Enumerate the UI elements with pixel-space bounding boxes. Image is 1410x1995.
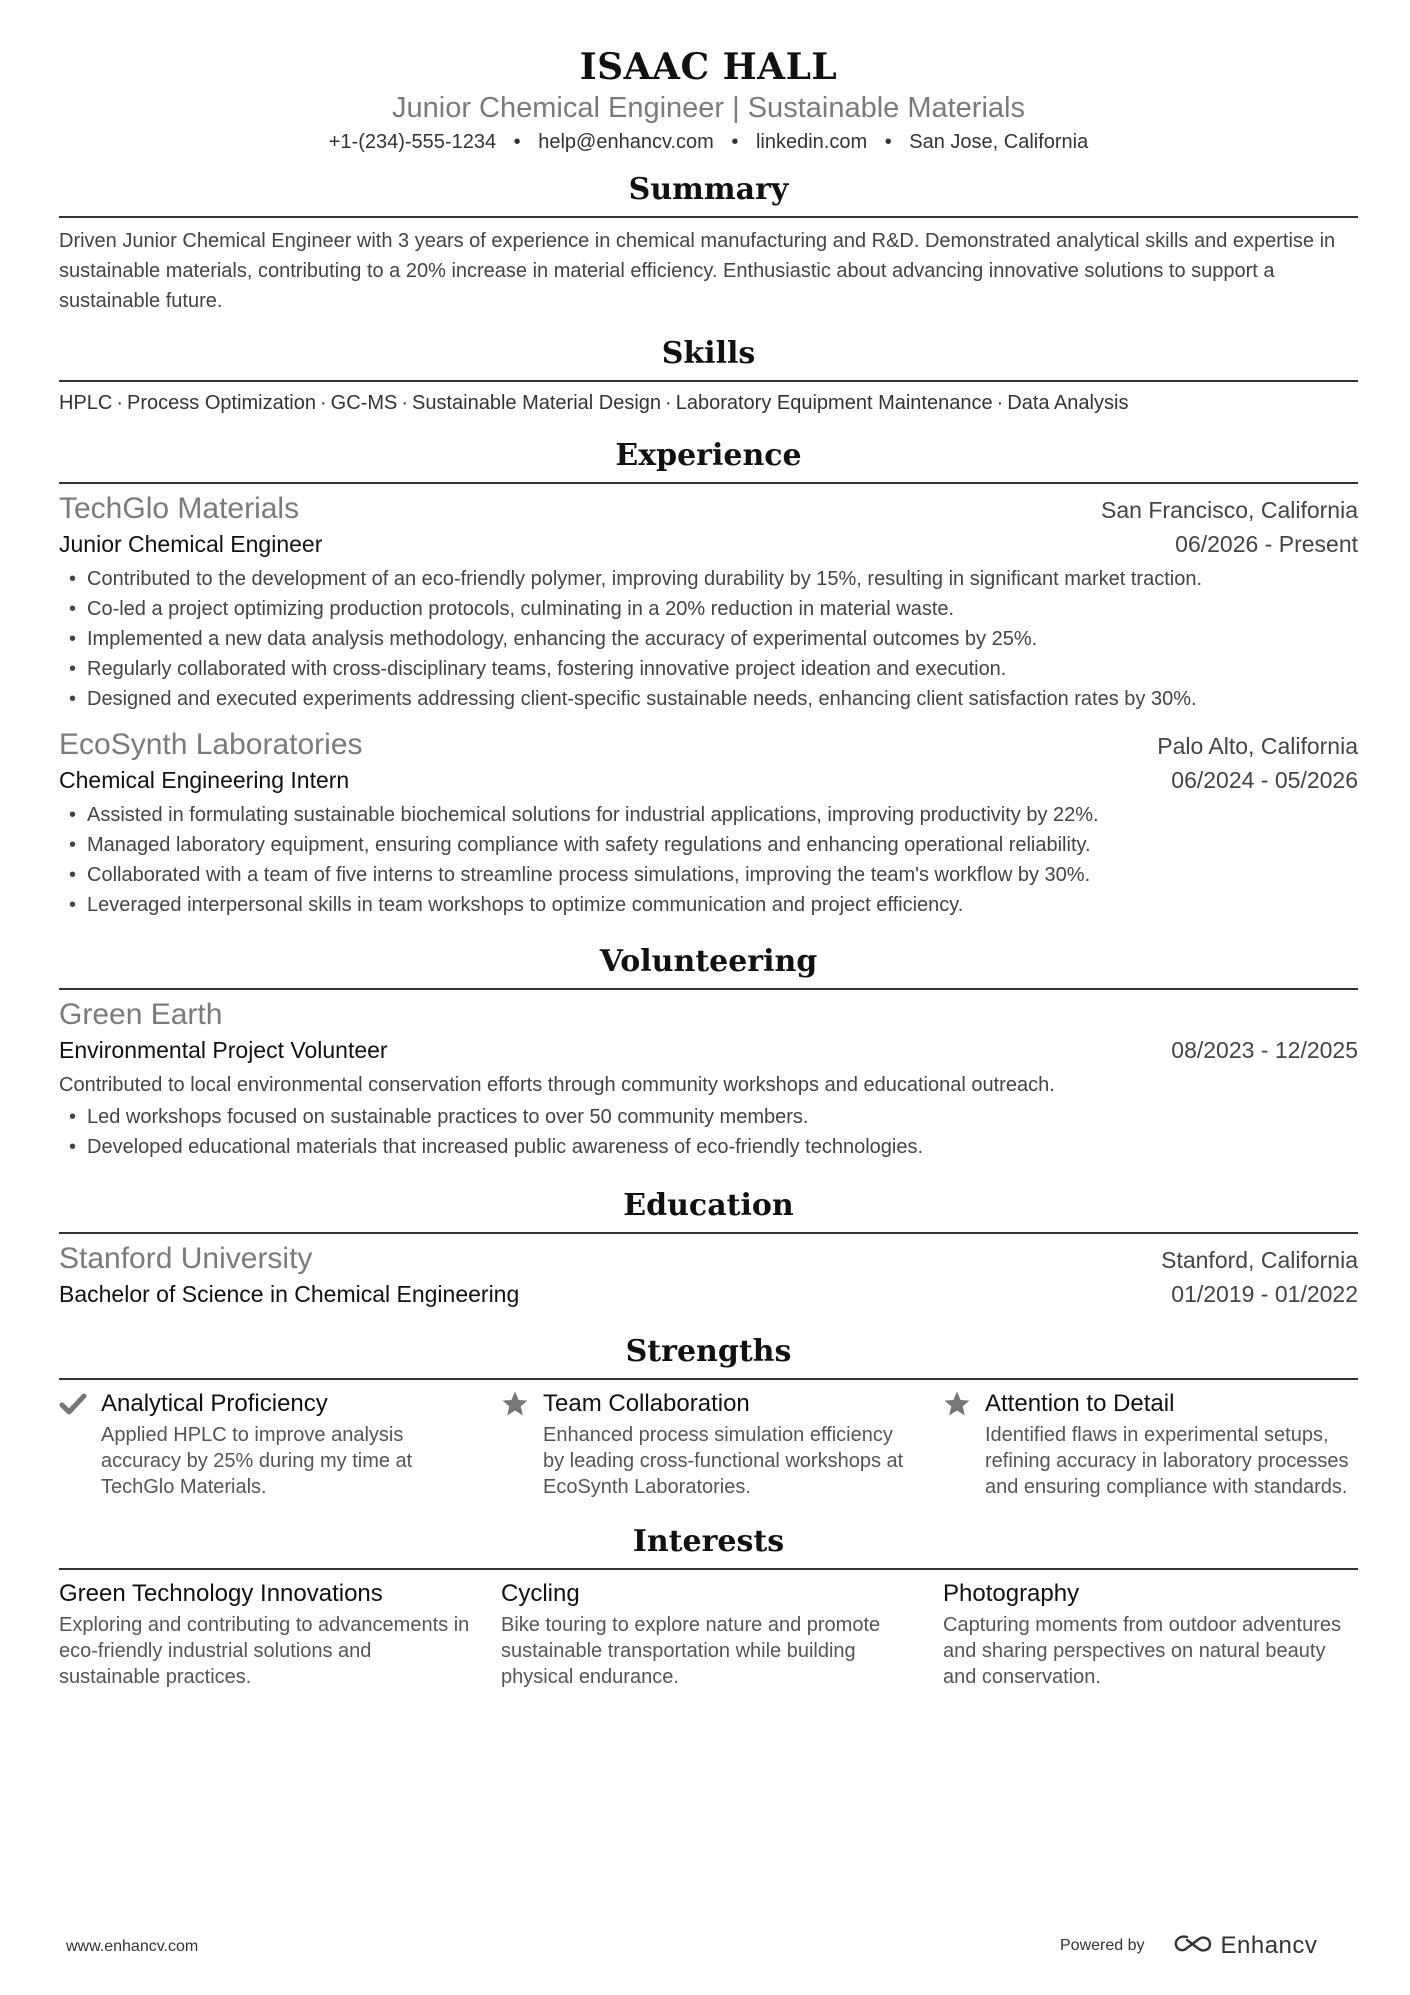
education-dates: 01/2019 - 01/2022 <box>1171 1281 1358 1307</box>
skill-separator: · <box>996 392 1004 414</box>
strength-title: Analytical Proficiency <box>101 1390 328 1417</box>
list-item: • Contributed to the development of an eco-friendly polymer, improving durability by 15%, resulting in significant market traction. <box>59 564 1358 594</box>
contact-separator: • <box>513 131 521 153</box>
section-title-experience: Experience <box>59 436 1358 484</box>
skills-list <box>59 388 1358 418</box>
strength-item <box>59 1388 474 1500</box>
candidate-headline: Junior Chemical Engineer | Sustainable Materials <box>392 92 1025 124</box>
skill-item: Data Analysis <box>1007 392 1129 414</box>
enhancv-logo-icon[interactable] <box>1173 1933 1213 1960</box>
interest-item <box>943 1578 1358 1690</box>
company-name: TechGlo Materials <box>59 492 300 525</box>
summary-text: Driven Junior Chemical Engineer with 3 years of experience in chemical manufacturing and R&D. Demonstrated analytical skills and expertise in sustainable materials, contributing to a 20% increase in material efficiency. Enthusiastic about advancing innovative solutions to support a sustainable future. <box>59 230 1336 312</box>
experience-entry <box>59 490 1358 714</box>
volunteering-entry <box>59 996 1358 1162</box>
strength-title: Attention to Detail <box>985 1390 1175 1417</box>
candidate-name: ISAAC HALL <box>579 46 838 88</box>
volunteer-role: Environmental Project Volunteer <box>59 1037 388 1063</box>
section-title-strengths: Strengths <box>59 1332 1358 1380</box>
school-name: Stanford University <box>59 1242 313 1275</box>
list-item: • Implemented a new data analysis methodology, enhancing the accuracy of experimental outcomes by 25%. <box>59 624 1358 654</box>
achievement-list <box>59 1102 1358 1162</box>
interest-item <box>501 1578 916 1690</box>
contact-location: San Jose, California <box>909 131 1089 153</box>
job-dates: 06/2026 - Present <box>1175 531 1358 557</box>
interest-title: Cycling <box>501 1580 580 1607</box>
degree: Bachelor of Science in Chemical Engineering <box>59 1281 520 1307</box>
skill-separator: · <box>665 392 672 414</box>
strength-title: Team Collaboration <box>543 1390 750 1417</box>
interest-description: Bike touring to explore nature and promote sustainable transportation while building physical endurance. <box>501 1614 881 1688</box>
section-title-volunteering: Volunteering <box>59 942 1358 990</box>
skill-item: HPLC <box>59 392 113 414</box>
skill-item: Process Optimization <box>127 392 316 414</box>
list-item: • Designed and executed experiments addressing client-specific sustainable needs, enhancing client satisfaction rates by 30%. <box>59 684 1358 714</box>
organization-name: Green Earth <box>59 998 223 1031</box>
contact-email[interactable]: help@enhancv.com <box>538 131 714 153</box>
summary-section <box>59 170 1358 316</box>
list-item: • Co-led a project optimizing production protocols, culminating in a 20% reduction in material waste. <box>59 594 1358 624</box>
volunteer-description: Contributed to local environmental conservation efforts through community workshops and educational outreach. <box>59 1074 1055 1096</box>
interest-description: Exploring and contributing to advancements in eco-friendly industrial solutions and sustainable practices. <box>59 1614 470 1688</box>
interest-title: Green Technology Innovations <box>59 1580 383 1607</box>
list-item: • Led workshops focused on sustainable practices to over 50 community members. <box>59 1102 1358 1132</box>
skills-section <box>59 334 1358 418</box>
section-title-summary: Summary <box>59 170 1358 218</box>
strength-description: Applied HPLC to improve analysis accuracy by 25% during my time at TechGlo Materials. <box>101 1424 413 1498</box>
list-item: • Collaborated with a team of five interns to streamline process simulations, improving the team's workflow by 30%. <box>59 860 1358 890</box>
interests-grid <box>59 1578 1358 1690</box>
strengths-grid <box>59 1388 1358 1500</box>
strength-item <box>501 1388 916 1500</box>
resume-page <box>59 44 1358 1690</box>
powered-by-label: Powered by <box>1060 1937 1145 1954</box>
experience-section <box>59 436 1358 920</box>
list-item: • Managed laboratory equipment, ensuring compliance with safety regulations and enhancing operational reliability. <box>59 830 1358 860</box>
star-icon <box>501 1390 529 1418</box>
resume-header <box>59 44 1358 156</box>
interests-section <box>59 1522 1358 1690</box>
skill-separator: · <box>401 392 409 414</box>
strength-description: Identified flaws in experimental setups, refining accuracy in laboratory processes and ensuring compliance with standards. <box>985 1424 1349 1498</box>
strength-item <box>943 1388 1358 1500</box>
list-item: • Assisted in formulating sustainable biochemical solutions for industrial applications, improving productivity by 22%. <box>59 800 1358 830</box>
star-icon <box>943 1390 971 1418</box>
strength-description: Enhanced process simulation efficiency by leading cross-functional workshops at EcoSynth Laboratories. <box>543 1424 904 1498</box>
interest-description: Capturing moments from outdoor adventures and sharing perspectives on natural beauty and conservation. <box>943 1614 1341 1688</box>
achievement-list <box>59 564 1358 714</box>
job-title: Junior Chemical Engineer <box>59 531 323 557</box>
contact-phone[interactable]: +1-(234)-555-1234 <box>328 131 497 153</box>
check-icon <box>59 1390 87 1418</box>
education-entry <box>59 1240 1358 1310</box>
list-item: • Developed educational materials that increased public awareness of eco-friendly technologies. <box>59 1132 1358 1162</box>
interest-title: Photography <box>943 1580 1080 1607</box>
skill-item: GC-MS <box>330 392 398 414</box>
volunteer-dates: 08/2023 - 12/2025 <box>1171 1037 1358 1063</box>
job-location: San Francisco, California <box>1101 497 1358 523</box>
contact-linkedin[interactable]: linkedin.com <box>755 131 868 153</box>
section-title-interests: Interests <box>59 1522 1358 1570</box>
school-location: Stanford, California <box>1161 1247 1358 1273</box>
job-location: Palo Alto, California <box>1157 733 1358 759</box>
contact-line <box>59 128 1358 156</box>
experience-entry <box>59 726 1358 920</box>
achievement-list <box>59 800 1358 920</box>
brand-name: Enhancv <box>1220 1932 1318 1959</box>
section-title-education: Education <box>59 1186 1358 1234</box>
strengths-section <box>59 1332 1358 1500</box>
company-name: EcoSynth Laboratories <box>59 728 363 761</box>
contact-separator: • <box>884 131 892 153</box>
list-item: • Leveraged interpersonal skills in team workshops to optimize communication and project efficiency. <box>59 890 1358 920</box>
job-dates: 06/2024 - 05/2026 <box>1171 767 1358 793</box>
skill-separator: · <box>320 392 327 414</box>
contact-separator: • <box>731 131 739 153</box>
education-section <box>59 1186 1358 1310</box>
list-item: • Regularly collaborated with cross-disciplinary teams, fostering innovative project ideation and execution. <box>59 654 1358 684</box>
section-title-skills: Skills <box>59 334 1358 382</box>
footer-branding <box>1060 1932 1317 1960</box>
skill-separator: · <box>116 392 124 414</box>
interest-item <box>59 1578 474 1690</box>
footer-website-link[interactable]: www.enhancv.com <box>66 1938 199 1955</box>
skill-item: Laboratory Equipment Maintenance <box>675 392 993 414</box>
job-title: Chemical Engineering Intern <box>59 767 350 793</box>
skill-item: Sustainable Material Design <box>412 392 662 414</box>
volunteering-section <box>59 942 1358 1162</box>
